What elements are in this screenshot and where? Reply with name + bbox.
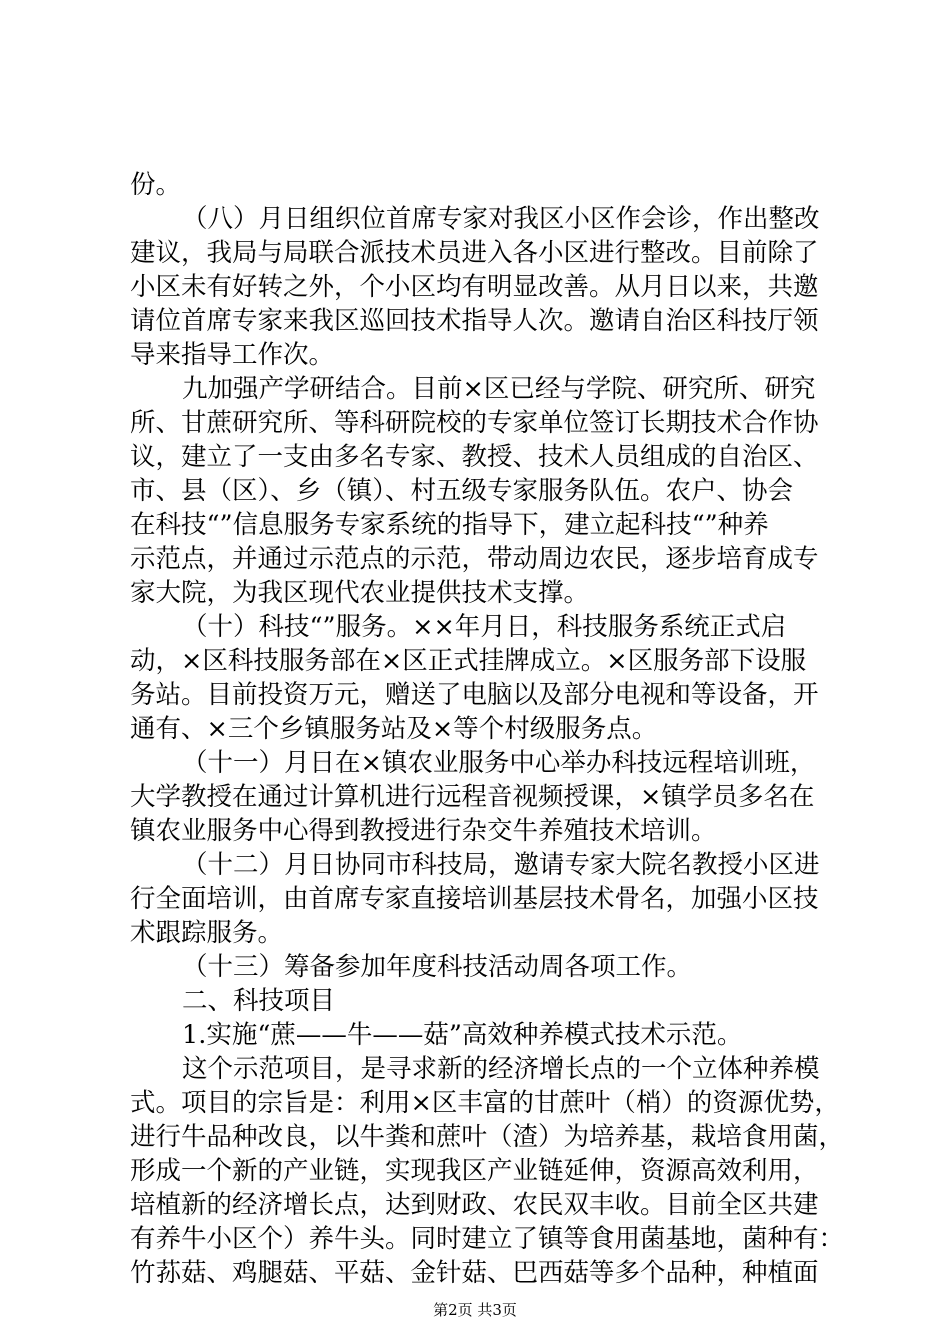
section-heading: 二、科技项目 [182, 986, 336, 1016]
text-line: 小区未有好转之外，个小区均有明显改善。从月日以来，共邀 [130, 272, 819, 302]
text-line: （十）科技“”服务。××年月日，科技服务系统正式启 [182, 612, 787, 642]
text-line: 培植新的经济增长点，达到财政、农民双丰收。目前全区共建 [130, 1190, 819, 1220]
text-line: （十三）筹备参加年度科技活动周各项工作。 [182, 952, 693, 982]
text-line: 家大院，为我区现代农业提供技术支撑。 [130, 578, 590, 608]
subsection-heading: 1.实施“蔗——牛——菇”高效种养模式技术示范。 [182, 1020, 743, 1050]
text-line: 有养牛小区个）养牛头。同时建立了镇等食用菌基地，菌种有： [130, 1224, 845, 1254]
text-line: （八）月日组织位首席专家对我区小区作会诊，作出整改 [182, 204, 820, 234]
body-text [130, 168, 850, 1290]
text-line: 建议，我局与局联合派技术员进入各小区进行整改。目前除了 [130, 238, 819, 268]
text-line: 进行牛品种改良，以牛粪和蔗叶（渣）为培养基，栽培食用菌， [130, 1122, 845, 1152]
text-line: 九加强产学研结合。目前×区已经与学院、研究所、研究 [182, 374, 816, 404]
text-line: 市、县（区）、乡（镇）、村五级专家服务队伍。农户、协会 [130, 476, 794, 506]
text-line: （十二）月日协同市科技局，邀请专家大院名教授小区进 [182, 850, 820, 880]
text-line: 动，×区科技服务部在×区正式挂牌成立。×区服务部下设服 [130, 646, 807, 676]
text-line: 通有、×三个乡镇服务站及×等个村级服务点。 [130, 714, 658, 744]
text-line: 在科技“”信息服务专家系统的指导下，建立起科技“”种养 [130, 510, 769, 540]
text-line: 请位首席专家来我区巡回技术指导人次。邀请自治区科技厅领 [130, 306, 819, 336]
text-line: 行全面培训，由首席专家直接培训基层技术骨名，加强小区技 [130, 884, 819, 914]
text-line: 镇农业服务中心得到教授进行杂交牛养殖技术培训。 [130, 816, 717, 846]
text-line: （十一）月日在×镇农业服务中心举办科技远程培训班， [182, 748, 816, 778]
page-number-footer: 第2页 共3页 [433, 1301, 517, 1319]
text-line: 式。项目的宗旨是：利用×区丰富的甘蔗叶（梢）的资源优势， [130, 1088, 840, 1118]
text-line: 大学教授在通过计算机进行远程音视频授课，×镇学员多名在 [130, 782, 815, 812]
text-line: 这个示范项目，是寻求新的经济增长点的一个立体种养模 [182, 1054, 820, 1084]
text-line: 导来指导工作次。 [130, 340, 335, 370]
text-line: 形成一个新的产业链，实现我区产业链延伸，资源高效利用， [130, 1156, 819, 1186]
text-line: 份。 [130, 170, 182, 200]
text-line: 竹荪菇、鸡腿菇、平菇、金针菇、巴西菇等多个品种，种植面 [130, 1258, 819, 1288]
text-line: 所、甘蔗研究所、等科研院校的专家单位签订长期技术合作协 [130, 408, 819, 438]
text-line: 务站。目前投资万元，赠送了电脑以及部分电视和等设备，开 [130, 680, 819, 710]
text-line: 议，建立了一支由多名专家、教授、技术人员组成的自治区、 [130, 442, 819, 472]
text-line: 术跟踪服务。 [130, 918, 284, 948]
text-line: 示范点，并通过示范点的示范，带动周边农民，逐步培育成专 [130, 544, 819, 574]
